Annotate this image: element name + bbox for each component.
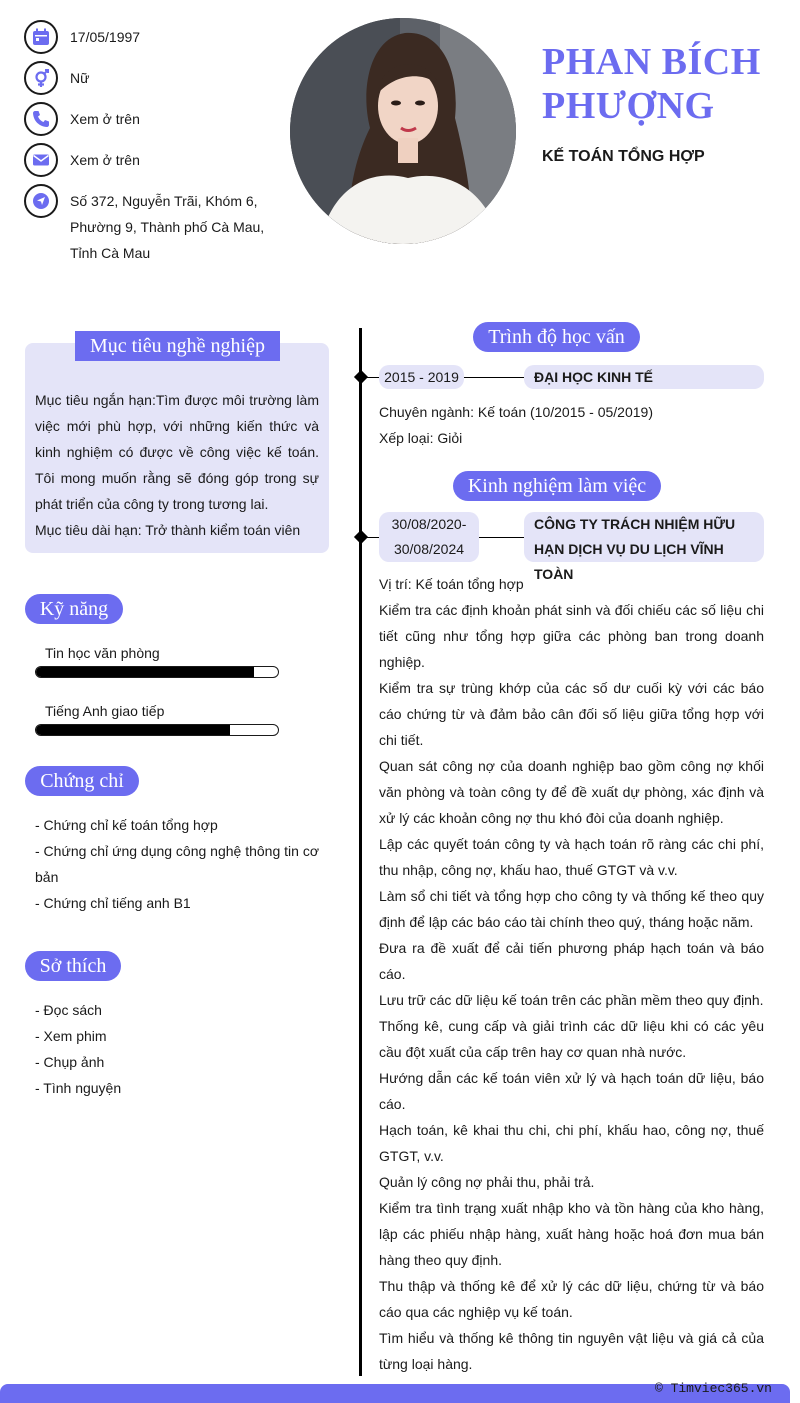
- experience-date: [379, 512, 479, 562]
- education-grade: Xếp loại: Giỏi: [379, 430, 463, 446]
- education-heading: Trình độ học vấn: [473, 322, 640, 352]
- experience-detail-item: Vị trí: Kế toán tổng hợp: [379, 576, 524, 592]
- experience-detail-item: Kiểm tra tình trạng xuất nhập kho và tồn hàng của kho hàng, lập các phiếu nhập hàng, xuất hàng hoặc hoá đơn mua bán hàng theo quy định.: [379, 1200, 764, 1268]
- address-line: Số 372, Nguyễn Trãi, Khóm 6,: [70, 193, 258, 209]
- name-line: PHƯỢNG: [542, 85, 715, 127]
- list-item: - Tình nguyện: [35, 1080, 122, 1096]
- calendar-icon: [24, 20, 58, 54]
- objective-text: [35, 387, 319, 543]
- company-line: HẠN DỊCH VỤ DU LỊCH VĨNH TOÀN: [534, 541, 724, 582]
- experience-detail-item: Kiểm tra các định khoản phát sinh và đối chiếu các số liệu chi tiết cũng như tổng hợp giữa các phòng ban trong doanh nghiệp.: [379, 602, 764, 670]
- contact-birthdate: [24, 20, 274, 54]
- timeline-line: [359, 328, 362, 1376]
- gender-icon: [24, 61, 58, 95]
- experience-detail-item: Quan sát công nợ của doanh nghiệp bao gồm công nợ khối văn phòng và toàn công ty để đề xuất dự phòng, xác định và xử lý các khoản công nợ thu khó đòi của doanh nghiệp.: [379, 758, 764, 826]
- email-text: Xem ở trên: [70, 152, 140, 168]
- gender-text: Nữ: [70, 70, 90, 86]
- list-item: - Chứng chỉ ứng dụng công nghệ thông tin cơ bản: [35, 843, 319, 885]
- experience-detail-item: Lưu trữ các dữ liệu kế toán trên các phần mềm theo quy định.: [379, 992, 764, 1008]
- education-school: ĐẠI HỌC KINH TẾ: [524, 365, 764, 389]
- birthdate-text: 17/05/1997: [70, 29, 141, 45]
- skills-heading: Kỹ năng: [25, 594, 123, 624]
- experience-detail-item: Hướng dẫn các kế toán viên xử lý và hạch toán dữ liệu, báo cáo.: [379, 1070, 764, 1112]
- address-line: Tỉnh Cà Mau: [70, 245, 151, 261]
- list-item: - Đọc sách: [35, 1002, 102, 1018]
- certificates-heading: Chứng chỉ: [25, 766, 139, 796]
- contact-phone: [24, 102, 274, 136]
- contact-info: [24, 20, 274, 273]
- footer-copyright: © Timviec365.vn: [654, 1381, 772, 1396]
- profile-photo: [290, 18, 516, 244]
- hobbies-heading: Sở thích: [25, 951, 121, 981]
- company-line-text: CÔNG TY TRÁCH NHIỆM HỮU: [534, 516, 736, 532]
- address-text: [70, 184, 264, 266]
- certificates-list: [35, 812, 325, 916]
- experience-detail-item: Lập các quyết toán công ty và hạch toán rõ ràng các chi phí, thu nhập, công nợ, khấu hao, thuế GTGT và v.v.: [379, 836, 764, 878]
- skill-bar: [35, 724, 279, 736]
- skill-bar: [35, 666, 279, 678]
- objective-heading: Mục tiêu nghề nghiệp: [75, 331, 280, 361]
- education-major: Chuyên ngành: Kế toán (10/2015 - 05/2019): [379, 404, 653, 420]
- experience-date-end: 30/08/2024: [393, 541, 465, 557]
- contact-email: [24, 143, 274, 177]
- skill-fill: [36, 725, 230, 735]
- list-item: - Xem phim: [35, 1028, 107, 1044]
- skill-name: Tin học văn phòng: [45, 645, 160, 661]
- company-line: [534, 512, 754, 537]
- objective-short-term: Mục tiêu ngắn hạn:Tìm được môi trường làm việc mới phù hợp, với những kiến thức và kinh nghiệm có được về công việc kế toán. Tôi mong muốn rằng sẽ đóng góp trong sự phát triển của công ty trong tương lai.: [35, 392, 319, 512]
- experience-detail-item: Hạch toán, kê khai thu chi, chi phí, khấu hao, công nợ, thuế GTGT, v.v.: [379, 1122, 764, 1164]
- experience-detail-item: Thu thập và thống kê để xử lý các dữ liệu, chứng từ và báo cáo qua các nghiệp vụ kế toán.: [379, 1278, 764, 1320]
- education-date: 2015 - 2019: [379, 365, 464, 389]
- education-details: [379, 399, 764, 451]
- location-icon: [24, 184, 58, 218]
- mail-icon: [24, 143, 58, 177]
- experience-detail-item: Làm sổ chi tiết và tổng hợp cho công ty và thống kế theo quy định để lập các báo cáo tài chính theo quý, tháng hoặc năm.: [379, 888, 764, 930]
- experience-detail-item: Quản lý công nợ phải thu, phải trả.: [379, 1174, 595, 1190]
- list-item: - Chụp ảnh: [35, 1054, 105, 1070]
- contact-gender: [24, 61, 274, 95]
- address-line: Phường 9, Thành phố Cà Mau,: [70, 219, 265, 235]
- skill-fill: [36, 667, 254, 677]
- name-line: PHAN BÍCH: [542, 41, 761, 83]
- experience-detail-item: Đưa ra đề xuất để cải tiến phương pháp hạch toán và báo cáo.: [379, 940, 764, 982]
- contact-address: [24, 184, 274, 266]
- experience-detail-item: Kiểm tra sự trùng khớp của các số dư cuối kỳ với các báo cáo chứng từ và đảm bảo cân đối số liệu giữa tổng hợp với chi tiết.: [379, 680, 764, 748]
- list-item: - Chứng chỉ tiếng anh B1: [35, 895, 191, 911]
- full-name: [542, 40, 792, 128]
- objective-long-term: Mục tiêu dài hạn: Trở thành kiểm toán viên: [35, 522, 301, 538]
- phone-text: Xem ở trên: [70, 111, 140, 127]
- experience-detail-item: Thống kê, cung cấp và giải trình các dữ liệu khi có các yêu cầu đột xuất của cấp trên hay cơ quan nhà nước.: [379, 1018, 764, 1060]
- job-title: KẾ TOÁN TỔNG HỢP: [542, 148, 705, 165]
- experience-details: [379, 571, 764, 1377]
- list-item: - Chứng chỉ kế toán tổng hợp: [35, 817, 218, 833]
- experience-date-start: 30/08/2020-: [391, 516, 467, 532]
- experience-detail-item: Tìm hiểu và thống kê thông tin nguyên vật liệu và giá cả của từng loại hàng.: [379, 1330, 764, 1372]
- experience-heading: Kinh nghiệm làm việc: [453, 471, 661, 501]
- skill-name: Tiếng Anh giao tiếp: [45, 703, 165, 719]
- hobbies-list: [35, 997, 325, 1101]
- experience-company: [524, 512, 764, 582]
- phone-icon: [24, 102, 58, 136]
